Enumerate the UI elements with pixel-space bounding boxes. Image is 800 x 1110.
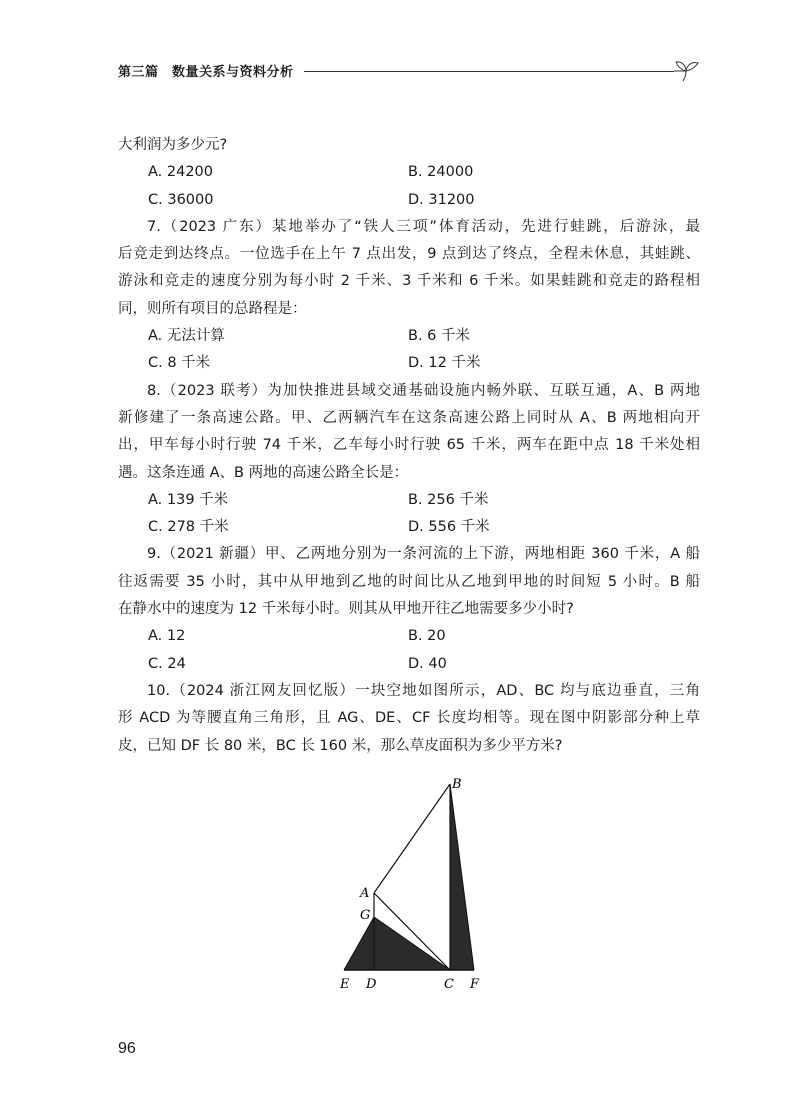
q8-line-3: 出，甲车每小时行驶 74 千米，乙车每小时行驶 65 千米，两车在距中点 18 千米处相 <box>118 437 700 454</box>
q7-option-a: A. 无法计算 <box>148 328 225 345</box>
q9-options-row-1 <box>118 623 700 650</box>
geometry-figure <box>338 776 498 996</box>
q7-line-2: 后竞走到达终点。一位选手在上午 7 点出发，9 点到达了终点，全程未休息，其蛙跳、 <box>118 246 700 263</box>
q9-option-a: A. 12 <box>148 628 186 645</box>
q7-option-b: B. 6 千米 <box>408 328 471 345</box>
q6-option-a: A. 24200 <box>148 164 214 181</box>
q8-option-d: D. 556 千米 <box>408 519 490 536</box>
q9-options-row-2 <box>118 651 700 678</box>
q6-tail: 大利润为多少元? <box>118 137 228 153</box>
page-number: 96 <box>118 1040 136 1057</box>
q7-line-1: 7.（2023 广东）某地举办了“铁人三项”体育活动，先进行蛙跳，后游泳，最 <box>147 218 700 235</box>
q6-options-row-2 <box>118 187 700 214</box>
q7-options-row-1 <box>118 323 700 350</box>
q9-option-d: D. 40 <box>408 655 447 672</box>
edge-ab <box>374 784 450 893</box>
label-b: B <box>452 777 462 792</box>
q6-option-d: D. 31200 <box>408 191 475 208</box>
running-header <box>118 58 700 82</box>
q8-line-2: 新修建了一条高速公路。甲、乙两辆汽车在这条高速公路上同时从 A、B 两地相向开 <box>118 409 700 426</box>
q10-line-3: 皮，已知 DF 长 80 米，BC 长 160 米，那么草皮面积为多少平方米? <box>118 737 563 754</box>
q7-option-d: D. 12 千米 <box>408 355 481 372</box>
header-rule <box>304 71 674 72</box>
q7-line-4: 同，则所有项目的总路程是： <box>118 300 307 317</box>
page-content <box>118 132 700 760</box>
q6-option-c: C. 36000 <box>148 191 214 208</box>
sprout-icon <box>674 58 700 82</box>
label-g: G <box>360 908 371 923</box>
q8-option-b: B. 256 千米 <box>408 491 489 508</box>
label-e: E <box>340 977 350 992</box>
label-a: A <box>360 886 370 901</box>
q10-line-1: 10.（2024 浙江网友回忆版）一块空地如图所示，AD、BC 均与底边垂直，三角 <box>147 682 700 699</box>
q8-option-a: A. 139 千米 <box>148 491 229 508</box>
label-d: D <box>366 977 377 992</box>
shaded-left-triangle <box>344 917 450 970</box>
q9-option-c: C. 24 <box>148 655 186 672</box>
q8-options-row-1 <box>118 487 700 514</box>
q6-option-b: B. 24000 <box>408 164 474 181</box>
section-title: 第三篇 数量关系与资料分析 <box>118 65 294 80</box>
q8-line-4: 遇。这条连通 A、B 两地的高速公路全长是： <box>118 464 409 481</box>
label-c: C <box>444 977 454 992</box>
q9-line-3: 在静水中的速度为 12 千米每小时。则其从甲地开往乙地需要多少小时? <box>118 601 574 618</box>
q7-line-3: 游泳和竞走的速度分别为每小时 2 千米、3 千米和 6 千米。如果蛙跳和竞走的路程相 <box>118 273 700 290</box>
q8-option-c: C. 278 千米 <box>148 519 229 536</box>
label-f: F <box>470 977 480 992</box>
q7-option-c: C. 8 千米 <box>148 355 211 372</box>
q10-line-2: 形 ACD 为等腰直角三角形，且 AG、DE、CF 长度均相等。现在图中阴影部分种上草 <box>118 710 700 727</box>
q8-line-1: 8.（2023 联考）为加快推进县域交通基础设施内畅外联、互联互通，A、B 两地 <box>147 382 700 399</box>
q9-line-1: 9.（2021 新疆）甲、乙两地分别为一条河流的上下游，两地相距 360 千米，A 船 <box>147 546 700 563</box>
q9-option-b: B. 20 <box>408 628 446 645</box>
q8-options-row-2 <box>118 514 700 541</box>
q9-line-2: 往返需要 35 小时，其中从甲地到乙地的时间比从乙地到甲地的时间短 5 小时。B 船 <box>118 573 700 590</box>
q7-options-row-2 <box>118 350 700 377</box>
q6-options-row-1 <box>118 159 700 186</box>
